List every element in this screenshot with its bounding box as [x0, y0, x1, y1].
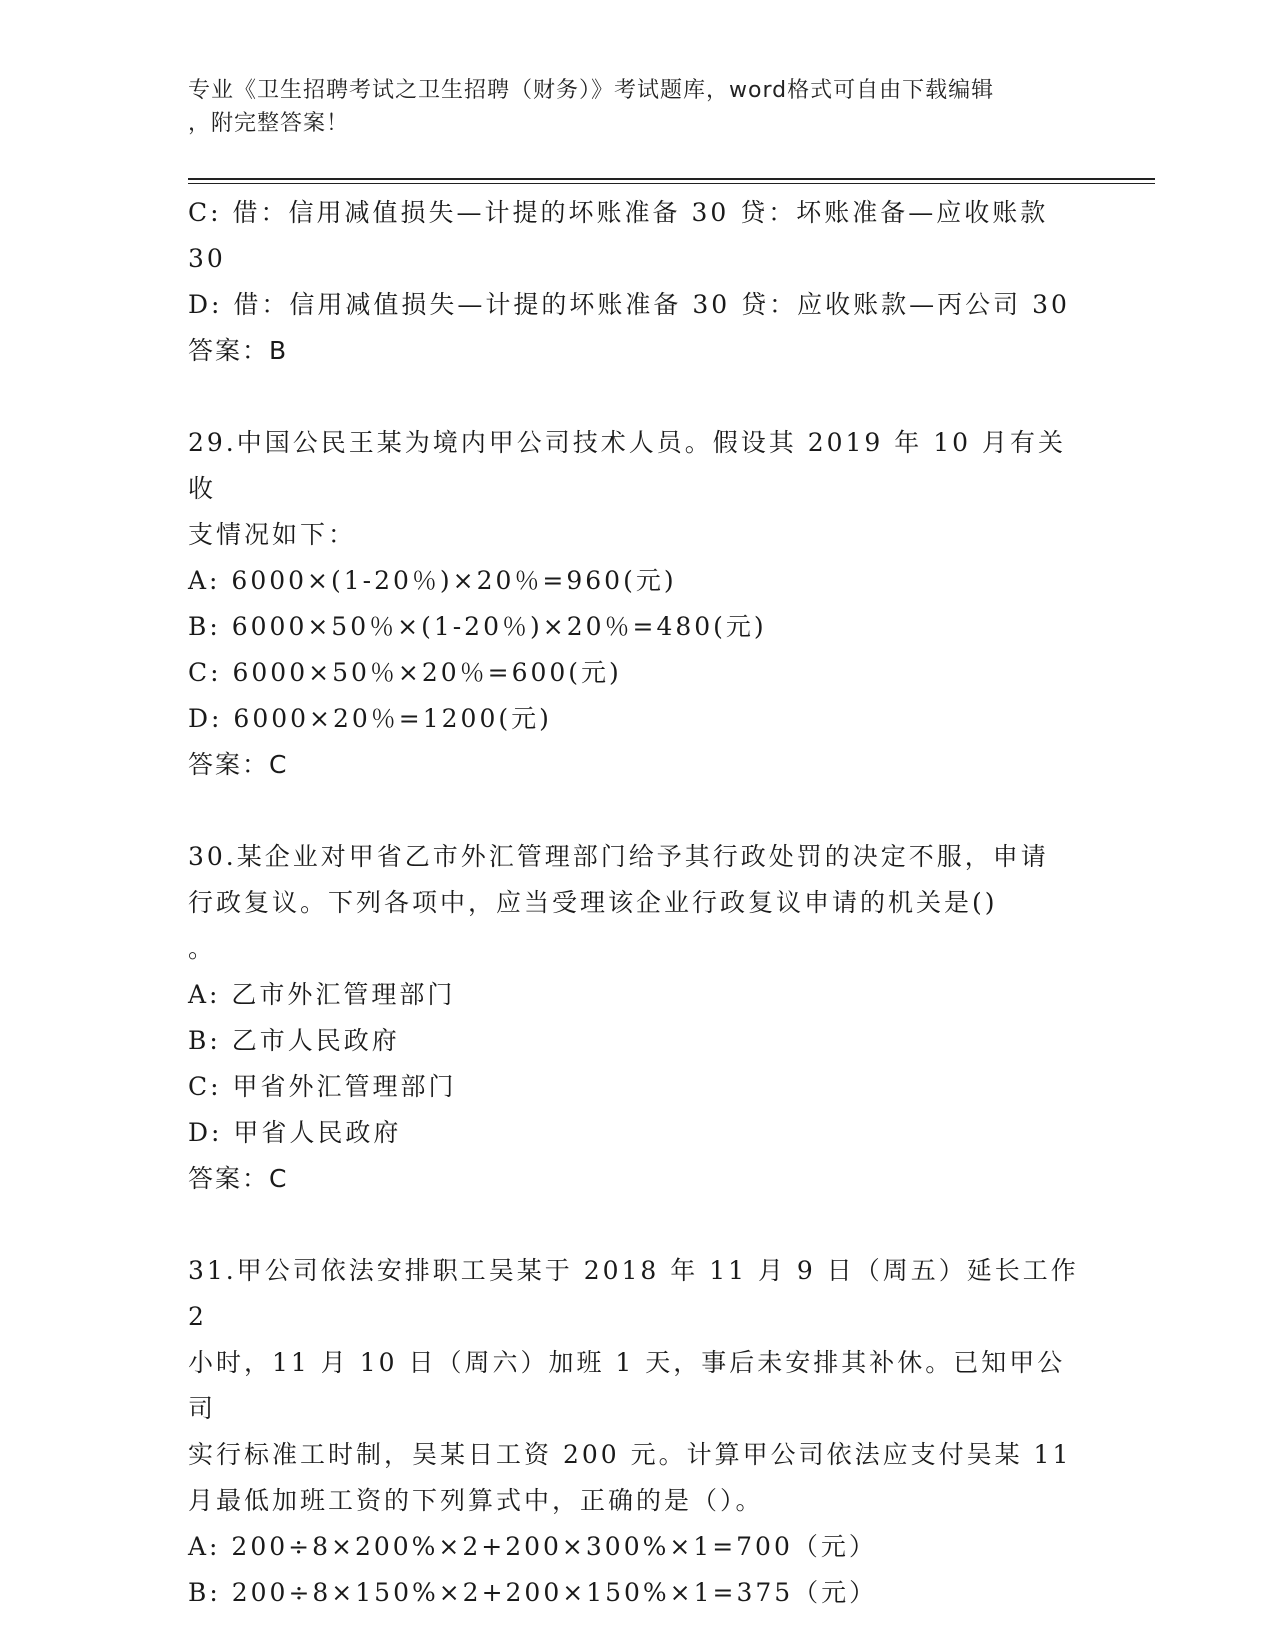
question-28-tail	[188, 190, 1088, 374]
q29-stem-line-1: 29.中国公民王某为境内甲公司技术人员。假设其 2019 年 10 月有关收	[188, 428, 1066, 503]
q31-stem-line-4: 月最低加班工资的下列算式中，正确的是（）。	[188, 1486, 764, 1515]
q31-stem-line-2: 小时，11 月 10 日（周六）加班 1 天，事后未安排其补休。已知甲公司	[188, 1348, 1066, 1423]
q30-option-b: B: 乙市人民政府	[188, 1026, 400, 1055]
q30-option-a: A: 乙市外汇管理部门	[188, 980, 456, 1009]
q30-stem-line-3: 。	[188, 934, 217, 963]
q30-stem-line-1: 30.某企业对甲省乙市外汇管理部门给予其行政处罚的决定不服，申请	[188, 842, 1049, 871]
q31-option-b: B: 200÷8×150%×2+200×150%×1=375（元）	[188, 1578, 878, 1607]
document-header	[188, 74, 1068, 140]
header-line-1: 专业《卫生招聘考试之卫生招聘（财务）》考试题库，word格式可自由下载编辑	[188, 78, 995, 103]
question-30	[188, 834, 1088, 1202]
q30-option-c: C: 甲省外汇管理部门	[188, 1072, 457, 1101]
answer-29: 答案：C	[188, 750, 289, 779]
spacer	[188, 788, 1088, 834]
q30-option-d: D: 甲省人民政府	[188, 1118, 402, 1147]
spacer	[188, 374, 1088, 420]
q29-stem-line-2: 支情况如下：	[188, 520, 357, 549]
answer-28: 答案：B	[188, 336, 289, 365]
header-rule-thick	[188, 178, 1155, 180]
question-29	[188, 420, 1088, 788]
document-body	[188, 190, 1088, 1616]
option-d: D: 借：信用减值损失—计提的坏账准备 30 贷：应收账款—丙公司 30	[188, 290, 1070, 319]
q29-option-a: A: 6000×(1-20％)×20％=960(元)	[188, 566, 677, 595]
header-line-2: ，附完整答案！	[188, 111, 350, 136]
question-31	[188, 1248, 1088, 1616]
q31-option-a: A: 200÷8×200%×2+200×300%×1=700（元）	[188, 1532, 877, 1561]
q31-stem-line-1: 31.甲公司依法安排职工吴某于 2018 年 11 月 9 日（周五）延长工作 2	[188, 1256, 1090, 1331]
option-c-line-2: 30	[188, 244, 226, 273]
q29-option-b: B: 6000×50％×(1-20％)×20％=480(元)	[188, 612, 767, 641]
q30-stem-line-2: 行政复议。下列各项中，应当受理该企业行政复议申请的机关是()	[188, 888, 998, 917]
q29-option-d: D: 6000×20％=1200(元)	[188, 704, 552, 733]
spacer	[188, 1202, 1088, 1248]
option-c-line-1: C: 借：信用减值损失—计提的坏账准备 30 贷：坏账准备—应收账款	[188, 198, 1049, 227]
q29-option-c: C: 6000×50％×20％=600(元)	[188, 658, 622, 687]
header-rule-thin	[188, 183, 1155, 184]
q31-stem-line-3: 实行标准工时制，吴某日工资 200 元。计算甲公司依法应支付吴某 11	[188, 1440, 1072, 1469]
answer-30: 答案：C	[188, 1164, 289, 1193]
